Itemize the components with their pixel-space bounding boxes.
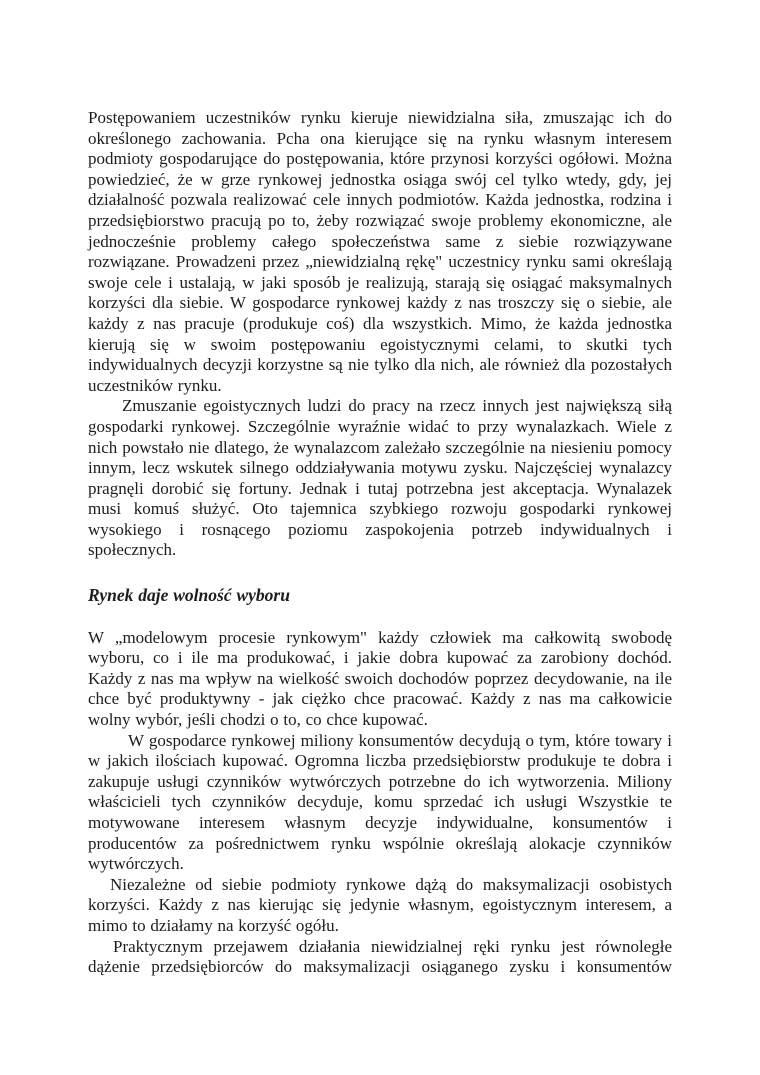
paragraph-practical-manifestation: Praktycznym przejawem działania niewidzialnej ręki rynku jest równoległe dążenie przedsiębiorców do maksymalizacji osiąganego zysku i konsumentów bbox=[88, 936, 672, 977]
section-heading-freedom-of-choice: Rynek daje wolność wyboru bbox=[88, 585, 290, 606]
paragraph-invisible-hand-intro: Postępowaniem uczestników rynku kieruje niewidzialna siła, zmuszając ich do określonego zachowania. Pcha ona kierujące się na rynku własnym interesem podmioty gospodarujące do postępowania, które przynosi korzyści ogółowi. Można powiedzieć, że w grze rynkowej jednostka osiąga swój cel tylko wtedy, gdy, jej działalność pozwala realizować cele innych podmiotów. Każda jednostka, rodzina i przedsiębiorstwo pracują po to, żeby rozwiązać swoje problemy ekonomiczne, ale jednocześnie problemy całego społeczeństwa same z siebie rozwiązywane rozwiązane. Prowadzeni przez „niewidzialną rękę" uczestnicy rynku sami określają swoje cele i ustalają, w jaki sposób je realizują, starają się osiągać maksymalnych korzyści dla siebie. W gospodarce rynkowej każdy z nas troszczy się o siebie, ale każdy z nas pracuje (produkuje coś) dla wszystkich. Mimo, że każda jednostka kierują się w swoim postępowaniu egoistycznymi celami, to skutki tych indywidualnych decyzji korzystne są nie tylko dla nich, ale również dla pozostałych uczestników rynku. bbox=[88, 108, 672, 395]
page-content bbox=[88, 108, 672, 978]
paragraph-millions-of-consumers: W gospodarce rynkowej miliony konsumentów decydują o tym, które towary i w jakich ilościach kupować. Ogromna liczba przedsiębiorstw produkuje te dobra i zakupuje usługi czynników wytwórczych potrzebne do ich wytworzenia. Miliony właścicieli tych czynników decyduje, komu sprzedać ich usługi Wszystkie te motywowane interesem własnym decyzje indywidualne, konsumentów i producentów za pośrednictwem rynku wspólnie określają alokacje czynników wytwórczych. bbox=[88, 730, 672, 874]
paragraph-forcing-egoists: Zmuszanie egoistycznych ludzi do pracy na rzecz innych jest największą siłą gospodarki rynkowej. Szczególnie wyraźnie widać to przy wynalazkach. Wiele z nich powstało nie dlatego, że wynalazcom zależało szczególnie na niesieniu pomocy innym, lecz wskutek silnego oddziaływania motywu zysku. Najczęściej wynalazcy pragnęli dorobić się fortuny. Jednak i tutaj potrzebna jest akceptacja. Wynalazek musi komuś służyć. Oto tajemnica szybkiego rozwoju gospodarki rynkowej wysokiego i rosnącego poziomu zaspokojenia potrzeb indywidualnych i społecznych. bbox=[88, 396, 672, 560]
paragraph-independent-entities: Niezależne od siebie podmioty rynkowe dążą do maksymalizacji osobistych korzyści. Każdy z nas kierując się jedynie własnym, egoistycznym interesem, a mimo to działamy na korzyść ogółu. bbox=[88, 874, 672, 935]
paragraph-model-market-process: W „modelowym procesie rynkowym" każdy człowiek ma całkowitą swobodę wyboru, co i ile ma produkować, i jakie dobra kupować za zarobiony dochód. Każdy z nas ma wpływ na wielkość swoich dochodów poprzez decydowanie, na ile chce być produktywny - jak ciężko chce pracować. Każdy z nas ma całkowicie wolny wybór, jeśli chodzi o to, co chce kupować. bbox=[88, 627, 672, 730]
